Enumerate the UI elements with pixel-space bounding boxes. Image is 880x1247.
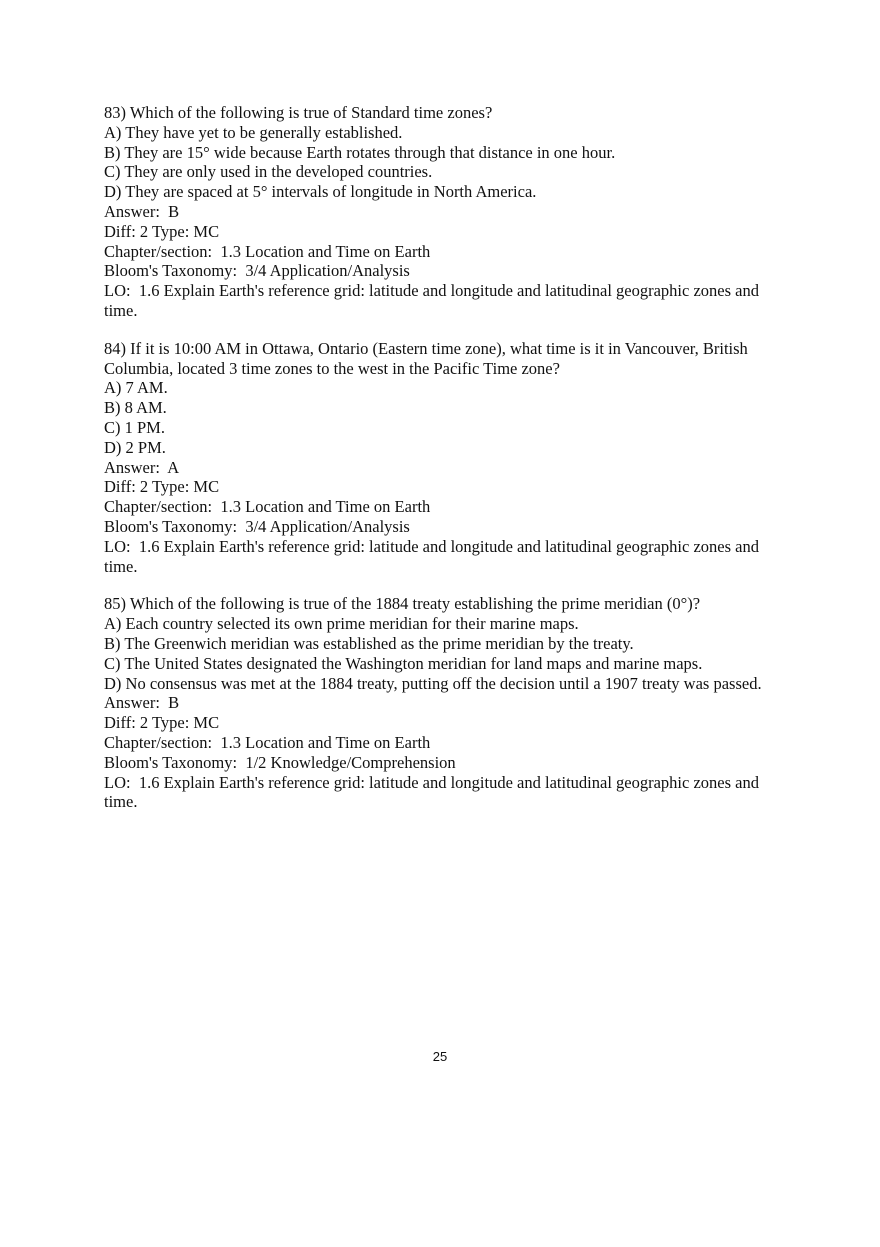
difficulty-type: Diff: 2 Type: MC: [104, 221, 220, 241]
answer-option-d: D) No consensus was met at the 1884 treaty, putting off the decision until a 1907 treaty was passed.: [104, 673, 762, 693]
chapter-section: Chapter/section: 1.3 Location and Time on Earth: [104, 497, 431, 517]
answer-key: Answer: A: [104, 457, 180, 477]
chapter-section: Chapter/section: 1.3 Location and Time on Earth: [104, 241, 431, 261]
difficulty-type: Diff: 2 Type: MC: [104, 713, 220, 733]
question-stem: 84) If it is 10:00 AM in Ottawa, Ontario (Eastern time zone), what time is it in Vancouver, British Columbia, located 3 time zones to the west in the Pacific Time zone?: [104, 338, 752, 378]
question-85: [104, 594, 784, 812]
answer-option-b: B) The Greenwich meridian was established as the prime meridian by the treaty.: [104, 633, 634, 653]
blooms-taxonomy: Bloom's Taxonomy: 1/2 Knowledge/Comprehension: [104, 752, 456, 772]
answer-option-b: B) They are 15° wide because Earth rotates through that distance in one hour.: [104, 142, 616, 162]
document-page: [104, 103, 784, 830]
answer-option-d: D) 2 PM.: [104, 437, 166, 457]
answer-key: Answer: B: [104, 693, 180, 713]
difficulty-type: Diff: 2 Type: MC: [104, 477, 220, 497]
answer-key: Answer: B: [104, 201, 180, 221]
answer-option-d: D) They are spaced at 5° intervals of longitude in North America.: [104, 182, 537, 202]
question-84: [104, 339, 784, 577]
chapter-section: Chapter/section: 1.3 Location and Time on Earth: [104, 732, 431, 752]
question-83: [104, 103, 784, 321]
answer-option-c: C) 1 PM.: [104, 417, 165, 437]
page-number: 25: [432, 1049, 448, 1064]
learning-objective: LO: 1.6 Explain Earth's reference grid: latitude and longitude and latitudinal geographic zones and time.: [104, 772, 764, 812]
answer-option-b: B) 8 AM.: [104, 398, 167, 418]
blooms-taxonomy: Bloom's Taxonomy: 3/4 Application/Analysis: [104, 516, 410, 536]
question-stem: 85) Which of the following is true of the 1884 treaty establishing the prime meridian (0°)?: [104, 594, 701, 614]
answer-option-a: A) 7 AM.: [104, 378, 168, 398]
learning-objective: LO: 1.6 Explain Earth's reference grid: latitude and longitude and latitudinal geographic zones and time.: [104, 536, 764, 576]
blooms-taxonomy: Bloom's Taxonomy: 3/4 Application/Analysis: [104, 261, 410, 281]
question-stem: 83) Which of the following is true of Standard time zones?: [104, 103, 493, 122]
learning-objective: LO: 1.6 Explain Earth's reference grid: latitude and longitude and latitudinal geographic zones and time.: [104, 281, 764, 320]
answer-option-c: C) The United States designated the Washington meridian for land maps and marine maps.: [104, 653, 703, 673]
answer-option-c: C) They are only used in the developed countries.: [104, 162, 433, 182]
answer-option-a: A) Each country selected its own prime meridian for their marine maps.: [104, 614, 579, 634]
answer-option-a: A) They have yet to be generally established.: [104, 122, 403, 142]
